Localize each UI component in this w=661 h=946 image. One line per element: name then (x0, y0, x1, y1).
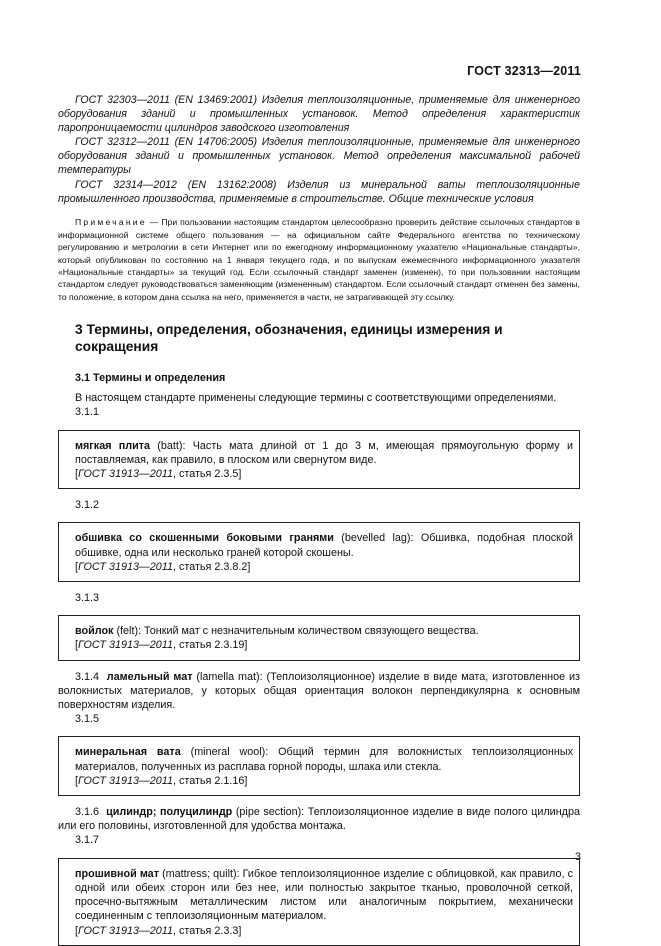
term-number: 3.1.5 (75, 713, 100, 726)
term-box-bevelled-lag (58, 522, 580, 582)
term-definition: мягкая плита (batt): Часть мата длиной от 1 до 3 м, имеющая прямоугольную форму и поставляемая, как правило, в плоском или свернутом виде. (75, 439, 573, 466)
section-heading: 3 Термины, определения, обозначения, единицы измерения и сокращения (75, 322, 503, 355)
term-name: цилиндр; полуцилиндр (106, 806, 233, 819)
normative-reference: ГОСТ 32314—2012 (EN 13162:2008) Изделия из минеральной ваты теплоизоляционные промышленного производства, применяемые в строительстве. Общие технические условия (58, 178, 580, 205)
term-source: [ГОСТ 31913—2011, статья 2.3.5] (75, 468, 242, 481)
term-inline-pipe-section: 3.1.6 цилиндр; полуцилиндр (pipe section): Теплоизоляционное изделие в виде полого цилиндра или его половины, изготовленной для удобства монтажа. (58, 806, 580, 833)
term-definition: прошивной мат (mattress; quilt): Гибкое теплоизоляционное изделие с облицовкой, как правило, с одной или обеих сторон или без нее, или полностью закрытое тканью, проволочной сеткой, просечно-вытяжным металлическим листом или аналогичным покрытием, механически соединенным с теплоизоляционным материалом. (75, 867, 573, 923)
page-content (58, 94, 580, 946)
term-definition: войлок (felt): Тонкий мат с незначительным количеством связующего вещества. (75, 625, 479, 638)
normative-reference: ГОСТ 32312—2011 (EN 14706:2005) Изделия теплоизоляционные, применяемые для инженерного оборудования зданий и промышленных установок. Метод определения максимальной рабочей температуры (58, 136, 580, 176)
term-definition: минеральная вата (mineral wool): Общий термин для волокнистых теплоизоляционных материалов, полученных из расплава горной породы, шлака или стекла. (75, 746, 573, 773)
term-name: ламельный мат (106, 670, 193, 683)
term-number: 3.1.2 (75, 499, 100, 512)
term-source: [ГОСТ 31913—2011, статья 2.3.8.2] (75, 560, 251, 573)
subsection-intro: В настоящем стандарте применены следующие термины с соответствующими определениями. (75, 392, 557, 405)
term-name: прошивной мат (75, 867, 159, 880)
term-name: обшивка со скошенными боковыми гранями (75, 532, 334, 545)
term-box-batt (58, 430, 580, 490)
document-code-header: ГОСТ 32313—2011 (467, 64, 581, 78)
term-box-felt (58, 615, 580, 660)
term-box-mattress (58, 858, 580, 946)
note-text: — При пользовании настоящим стандартом целесообразно проверить действие ссылочных стандартов в информационной системе общего пользования — на официальном сайте Федерального агентства по техническому регулированию и метрологии в сети Интернет или по ежегодному информационному указателю «Национальные стандарты», который опубликован по состоянию на 1 января текущего года, и по выпускам ежемесячного информационного указателя «Национальные стандарты» за текущий год. Если ссылочный стандарт заменен (изменен), то при пользовании настоящим стандартом следует руководствоваться заменяющим (измененным) стандартом. Если ссылочный стандарт отменен без замены, то положение, в котором дана ссылка на него, применяется в части, не затрагивающей эту ссылку. (58, 217, 580, 302)
term-number: 3.1.3 (75, 592, 100, 605)
page-number: 3 (574, 851, 581, 863)
term-inline-lamella-mat: 3.1.4 ламельный мат (lamella mat): (Теплоизоляционное) изделие в виде мата, изготовленное из волокнистых материалов, у которых общая ориентация волокон перпендикулярна к основным поверхностям изделия. (58, 670, 580, 712)
term-number: 3.1.1 (75, 406, 100, 419)
note-label: Примечание (75, 217, 147, 228)
term-number: 3.1.7 (75, 834, 100, 847)
term-source: [ГОСТ 31913—2011, статья 2.1.16] (75, 774, 248, 787)
normative-reference: ГОСТ 32303—2011 (EN 13469:2001) Изделия теплоизоляционные, применяемые для инженерного оборудования зданий и промышленных установок. Метод определения характеристик паропроницаемости цилиндров заводского изготовления (58, 94, 580, 134)
term-name: войлок (75, 625, 114, 638)
term-name: мягкая плита (75, 439, 151, 452)
subsection-heading: 3.1 Термины и определения (75, 372, 226, 385)
term-name: минеральная вата (75, 746, 181, 759)
term-source: [ГОСТ 31913—2011, статья 2.3.3] (75, 924, 242, 937)
term-box-mineral-wool (58, 736, 580, 796)
reference-note (58, 216, 580, 303)
term-definition: обшивка со скошенными боковыми гранями (bevelled lag): Обшивка, подобная плоской обшивке, одна или несколько граней которой скошены. (75, 532, 573, 559)
term-source: [ГОСТ 31913—2011, статья 2.3.19] (75, 639, 248, 652)
